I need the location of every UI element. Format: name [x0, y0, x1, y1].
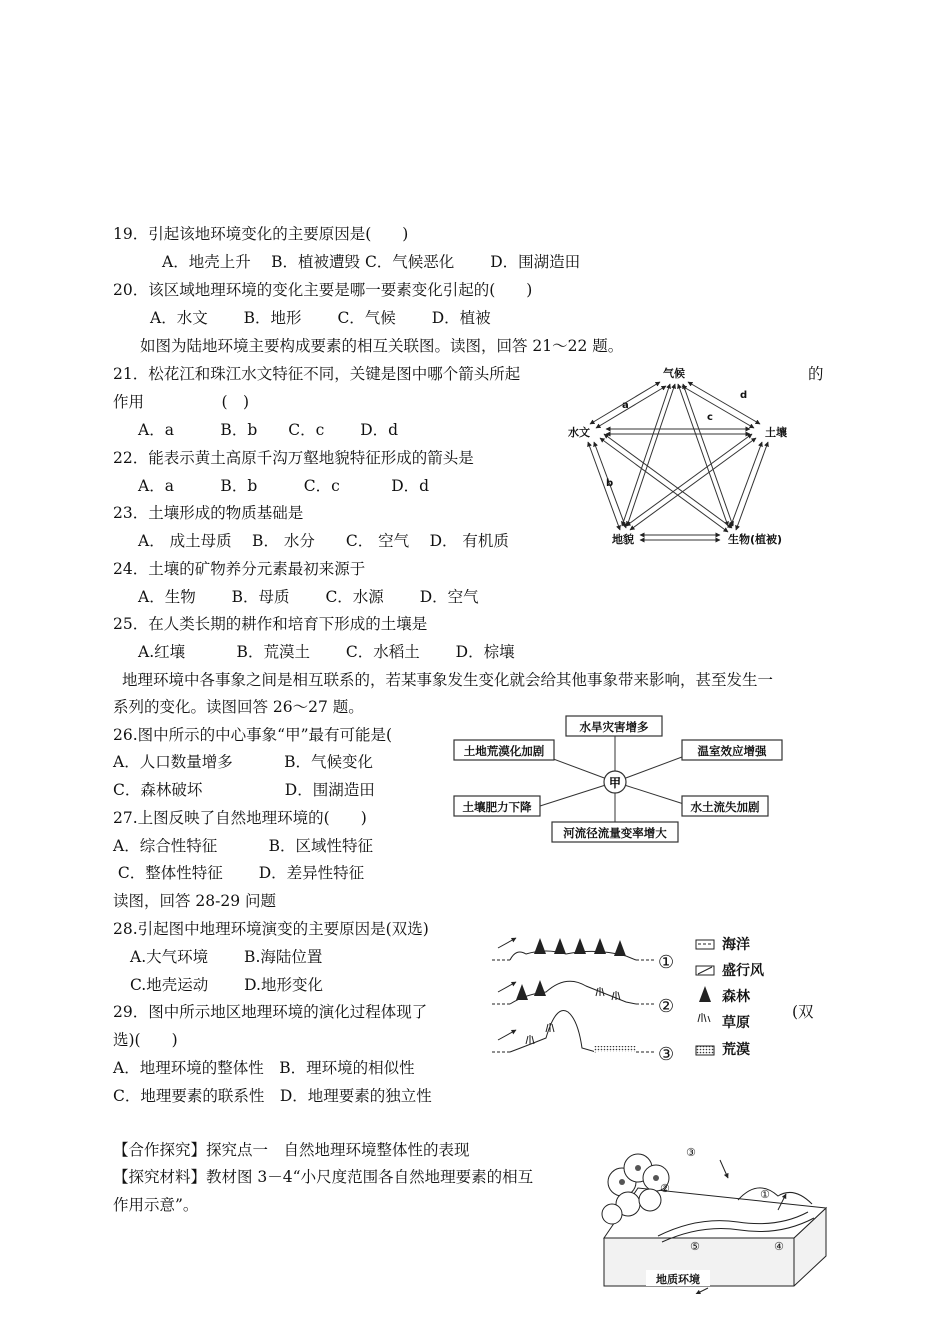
star-diagram: [450, 712, 790, 848]
legend-wind: 盛行风: [722, 963, 764, 979]
landscape-marker-3: ③: [686, 1146, 696, 1159]
pentagon-node-soil: 土壤: [765, 426, 787, 439]
landscape-diagram: [598, 1138, 830, 1294]
pentagon-arrow-c: c: [707, 412, 713, 423]
star-center: 甲: [608, 776, 622, 790]
intro-26-27-line2: 系列的变化。读图回答 26～27 题。: [113, 698, 364, 716]
q22-options: A．a B．b C．c D．d: [138, 477, 430, 495]
q21-cont: 作用 ( ): [113, 393, 250, 411]
star-tr-box: 温室效应增强: [697, 744, 767, 758]
q25-stem: 25．在人类长期的耕作和培育下形成的土壤是: [113, 615, 428, 633]
landscape-marker-2: ②: [660, 1182, 670, 1195]
star-br-box: 水土流失加剧: [690, 800, 760, 814]
q19-options: A．地壳上升 B．植被遭毁 C．气候恶化 D．围湖造田: [162, 253, 581, 271]
q19-stem: 19．引起该地环境变化的主要原因是( ): [113, 225, 409, 243]
q22-stem: 22．能表示黄土高原千沟万壑地貌特征形成的箭头是: [113, 449, 474, 467]
q20-options: A．水文 B．地形 C．气候 D．植被: [150, 309, 491, 327]
pentagon-node-landform: 地貌: [612, 533, 634, 546]
q29-options-1: A．地理环境的整体性 B．理环境的相似性: [113, 1059, 415, 1077]
q23-options: A． 成土母质 B． 水分 C． 空气 D． 有机质: [138, 532, 509, 550]
q24-options: A．生物 B．母质 C．水源 D．空气: [138, 588, 479, 606]
legend-sea: 海洋: [722, 937, 750, 953]
geo-environment-label: 地质环境: [656, 1273, 700, 1286]
pentagon-arrow-b: b: [606, 478, 614, 489]
landscape-marker-5: ⑤: [690, 1240, 700, 1253]
q21-stem: 21．松花江和珠江水文特征不同，关键是图中哪个箭头所起: [113, 365, 521, 383]
q28-options-1: A.大气环境 B.海陆位置: [130, 948, 323, 966]
q27-stem: 27.上图反映了自然地理环境的( ): [113, 809, 367, 827]
pentagon-arrow-a: a: [622, 400, 629, 411]
evolution-diagram: [486, 928, 786, 1068]
q29-stem: 29．图中所示地区地理环境的演化过程体现了: [113, 1003, 428, 1021]
q29-cont: 选)( ): [113, 1031, 178, 1049]
legend-grassland: 草原: [722, 1015, 750, 1031]
star-bottom-box: 河流径流量变率增大: [563, 826, 667, 840]
pentagon-node-climate: 气候: [663, 367, 685, 380]
q29-tail: (双: [792, 1003, 814, 1021]
q27-options-2: C．整体性特征 D．差异性特征: [113, 864, 365, 882]
q23-stem: 23．土壤形成的物质基础是: [113, 504, 304, 522]
q25-options: A.红壤 B．荒漠土 C．水稻土 D．棕壤: [138, 643, 515, 661]
intro-26-27-line1: 地理环境中各事象之间是相互联系的，若某事象发生变化就会给其他事象带来影响，甚至发生一: [122, 671, 774, 689]
q26-options-2: C．森林破坏 D．围湖造田: [113, 781, 375, 799]
legend-forest: 森林: [722, 989, 750, 1005]
q20-stem: 20．该区域地理环境的变化主要是哪一要素变化引起的( ): [113, 281, 533, 299]
star-bl-box: 土壤肥力下降: [462, 800, 532, 814]
q26-stem: 26.图中所示的中心事象“甲”最有可能是(: [113, 726, 393, 744]
q28-stem: 28.引起图中地理环境演变的主要原因是(双选): [113, 920, 429, 938]
pentagon-node-hydrology: 水文: [568, 426, 590, 439]
intro-21-22: 如图为陆地环境主要构成要素的相互关联图。读图，回答 21～22 题。: [140, 337, 624, 355]
evolution-stage-3: ③: [658, 1044, 675, 1065]
q29-options-2: C．地理要素的联系性 D．地理要素的独立性: [113, 1087, 432, 1105]
landscape-marker-4: ④: [774, 1240, 784, 1253]
material-line2: 作用示意”。: [113, 1196, 199, 1214]
legend-desert: 荒漠: [722, 1042, 750, 1058]
landscape-marker-1: ①: [760, 1188, 770, 1201]
pentagon-arrow-d: d: [740, 390, 748, 401]
q26-options-1: A．人口数量增多 B．气候变化: [113, 753, 374, 771]
material-line1: 【探究材料】教材图 3－4“小尺度范围各自然地理要素的相互: [113, 1168, 534, 1186]
q27-options-1: A．综合性特征 B．区域性特征: [113, 837, 374, 855]
pentagon-diagram: [560, 362, 810, 552]
q28-options-2: C.地壳运动 D.地形变化: [130, 976, 323, 994]
intro-28-29: 读图，回答 28-29 问题: [113, 892, 277, 910]
coop-heading: 【合作探究】探究点一 自然地理环境整体性的表现: [113, 1141, 470, 1159]
pentagon-node-biology: 生物(植被): [728, 533, 783, 546]
q21-options: A．a B．b C．c D．d: [138, 421, 399, 439]
q24-stem: 24．土壤的矿物养分元素最初来源于: [113, 560, 366, 578]
evolution-stage-2: ②: [658, 996, 675, 1017]
evolution-stage-1: ①: [658, 952, 675, 973]
star-top-box: 水旱灾害增多: [579, 720, 649, 734]
q21-tail: 的: [808, 365, 824, 383]
star-tl-box: 土地荒漠化加剧: [463, 744, 545, 758]
